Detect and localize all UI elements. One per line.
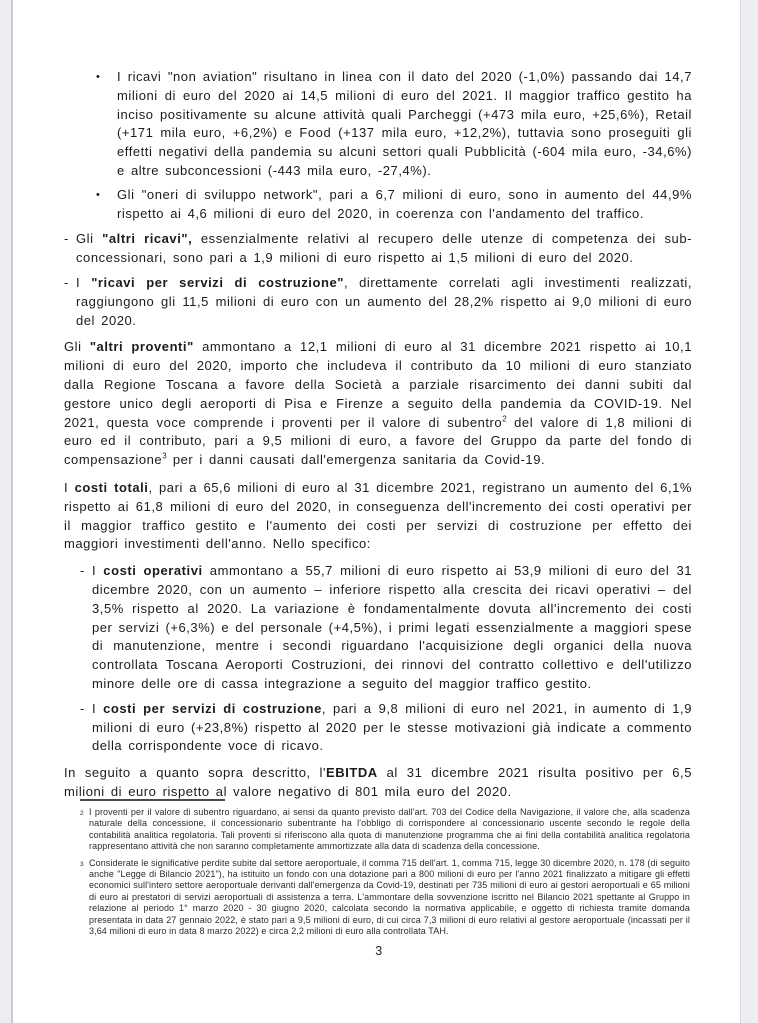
- footnote-text: Considerate le significative perdite subite dal settore aeroportuale, il comma 715 dell'art. 1, comma 715, legge 30 dicembre 2020, n. 178 (di seguito anche "Legge di Bilancio 2021"), ha istituito un fondo con una dotazione pari a 800 milioni di euro per l'anno 2021 finalizzato a mitigare gli effetti economici sull'intero settore aeroportuale derivanti dall'emergenza da Covid-19, destinati per 735 milioni di euro ai gestori aeroportuali e 65 milioni di euro ai prestatori di servizi aeroportuali di assistenza a terra. L'ammontare della sovvenzione iscritto nel Bilancio 2021 spettante al Gruppo in relazione al periodo 1° marzo 2020 - 30 giugno 2020, calcolata secondo la normativa applicabile, e oggetto di richiesta tramite domanda presentata in data 27 gennaio 2022, è stato pari a 9,5 milioni di euro, di cui circa 7,3 milioni di euro relativi al gestore aeroportuale (incassati per il 3,64 milioni di euro in data 8 marzo 2022) e circa 2,2 milioni di euro alla controllata TAH.: [89, 857, 690, 937]
- footnote-ref-2: 2: [502, 414, 507, 424]
- footnote-ref-3: 3: [162, 451, 167, 461]
- text-segment: I: [92, 563, 104, 579]
- bold-term: costi totali: [74, 479, 149, 495]
- dash-text: [92, 562, 692, 694]
- dash-marker: -: [80, 563, 85, 579]
- text-segment: al 31 dicembre 2021 risulta positivo per 6,5 milioni di euro rispetto al valore negativo di 801 mila euro del 2020.: [64, 765, 692, 799]
- page-number: 3: [375, 944, 383, 958]
- text-segment: I: [76, 274, 92, 290]
- bold-term: costi per servizi di costruzione: [103, 700, 322, 716]
- text-segment: essenzialmente relativi al recupero delle utenze di competenza dei sub-concessionari, sono pari a 1,9 milioni di euro rispetto ai 1,5 milioni di euro del 2020.: [76, 231, 692, 266]
- bold-term: "ricavi per servizi di costruzione": [91, 274, 344, 290]
- footnote-separator: [80, 799, 225, 801]
- text-segment: I: [64, 479, 75, 495]
- bullet-item-ricavi-non-aviation: [64, 68, 692, 181]
- text-segment: , pari a 9,8 milioni di euro nel 2021, in aumento di 1,9 milioni di euro (+23,8%) rispetto al 2020 per le stesse motivazioni già indicate a commento della corrispondente voce di ricavo.: [92, 700, 692, 754]
- footnote-marker: 2: [80, 810, 84, 817]
- dash-marker: -: [80, 700, 85, 716]
- dash-marker: -: [64, 231, 69, 247]
- dash-text: [76, 230, 692, 268]
- footnotes-section: [80, 799, 690, 942]
- footnote-text: I proventi per il valore di subentro riguardano, ai sensi da quanto previsto dall'art. 703 del Codice della Navigazione, il valore che, alla scadenza naturale della concessione, il concessionario subentrante ha l'obbligo di corrispondere al concessionario uscente secondo le regole della contabilità analitica regolatoria. Tali proventi si riferiscono alla quota di manutenzione programma che ai fini della contabilità analitica regolatoria rappresentano attività che non saranno completamente ammortizzate alla data di scadenza della concessione.: [89, 807, 690, 852]
- text-segment: In seguito a quanto sopra descritto, l': [64, 765, 327, 781]
- footnote-3: [80, 858, 690, 938]
- dash-item-costi-servizi-costruzione: [64, 700, 692, 756]
- text-segment: Gli: [76, 231, 103, 247]
- text-segment: del valore di 1,8 milioni di euro ed il contributo, pari a 9,5 milioni di euro, a favore del Gruppo da parte del fondo di compensazione: [64, 414, 693, 468]
- dash-text: [76, 274, 692, 330]
- footnote-2: [80, 807, 690, 853]
- dash-item-altri-ricavi: [64, 230, 692, 268]
- text-segment: ammontano a 12,1 milioni di euro al 31 dicembre 2021 rispetto ai 10,1 milioni di euro del 2020, importo che includeva il contributo da 10 milioni di euro stanziato dalla Regione Toscana a favore della Società a parziale risarcimento dei danni subiti dal gestore unico degli aeroporti di Pisa e Firenze a seguito della pandemia da COVID-19. Nel 2021, questa voce comprende i proventi per il valore di subentro: [64, 339, 692, 430]
- text-segment: I: [92, 700, 104, 716]
- paragraph-ebitda: [64, 764, 692, 802]
- text-segment: , pari a 65,6 milioni di euro al 31 dicembre 2021, registrano un aumento del 6,1% rispetto ai 61,8 milioni di euro del 2020, in conseguenza dell'incremento dei costi operativi per il maggior traffico gestito e l'aumento dei costi per servizi di costruzione per effetto dei maggiori investimenti dell'anno. Nello specifico:: [64, 479, 693, 552]
- bold-term: "altri ricavi",: [102, 231, 193, 247]
- bullet-dot-icon: •: [96, 188, 101, 201]
- bold-term: costi operativi: [103, 563, 203, 579]
- paragraph-costi-totali: [64, 479, 692, 554]
- text-segment: , direttamente correlati agli investimenti realizzati, raggiungono gli 11,5 milioni di euro con un aumento del 28,2% rispetto ai 9,0 milioni di euro del 2020.: [76, 274, 693, 328]
- text-segment: per i danni causati dall'emergenza sanitaria da Covid-19.: [166, 452, 546, 468]
- dash-marker: -: [64, 274, 69, 290]
- viewer-right-edge: [740, 0, 758, 1023]
- viewer-left-edge: [0, 0, 13, 1023]
- text-segment: ammontano a 55,7 milioni di euro rispetto ai 53,9 milioni di euro del 31 dicembre 2020, con un aumento – inferiore rispetto alla crescita dei ricavi operativi – del 3,5% rispetto al 2020. La variazione è fondamentalmente dovuta all'incremento dei costi per servizi (+6,3%) e del personale (+4,5%), i primi legati essenzialmente a maggiori spese di manutenzione, mentre i secondi riguardano l'acquisizione degli organici della nuova controllata Toscana Aeroporti Costruzioni, dei rinnovi del contratto collettivo e dell'utilizzo minore delle ore di cassa integrazione a seguito del maggior traffico gestito.: [92, 563, 693, 691]
- dash-item-ricavi-servizi-costruzione: [64, 274, 692, 330]
- bullet-text: I ricavi "non aviation" risultano in linea con il dato del 2020 (-1,0%) passando dai 14,7 milioni di euro del 2020 ai 14,5 milioni di euro del 2021. Il maggior traffico gestito ha inciso positivamente su alcune attività quali Parcheggi (+473 mila euro, +25,6%), Retail (+171 mila euro, +6,2%) e Food (+137 mila euro, +12,2%), tuttavia sono proseguiti gli effetti negativi della pandemia su alcuni settori quali Pubblicità (-604 mila euro, -34,6%) e altre subconcessioni (-443 mila euro, -27,4%).: [117, 69, 692, 178]
- footnote-marker: 3: [80, 860, 84, 868]
- dash-text: [92, 700, 692, 756]
- dash-item-costi-operativi: [64, 562, 692, 694]
- bullet-dot-icon: •: [96, 71, 101, 83]
- bullet-text: Gli "oneri di sviluppo network", pari a 6,7 milioni di euro, sono in aumento del 44,9% rispetto ai 4,6 milioni di euro del 2020, in coerenza con l'andamento del traffico.: [117, 186, 692, 221]
- bullet-item-oneri-sviluppo-network: [64, 186, 692, 224]
- document-page: [64, 68, 692, 808]
- paragraph-altri-proventi: [64, 338, 692, 470]
- bold-term: "altri proventi": [89, 339, 194, 355]
- text-segment: Gli: [64, 339, 90, 355]
- bold-term: EBITDA: [326, 765, 378, 781]
